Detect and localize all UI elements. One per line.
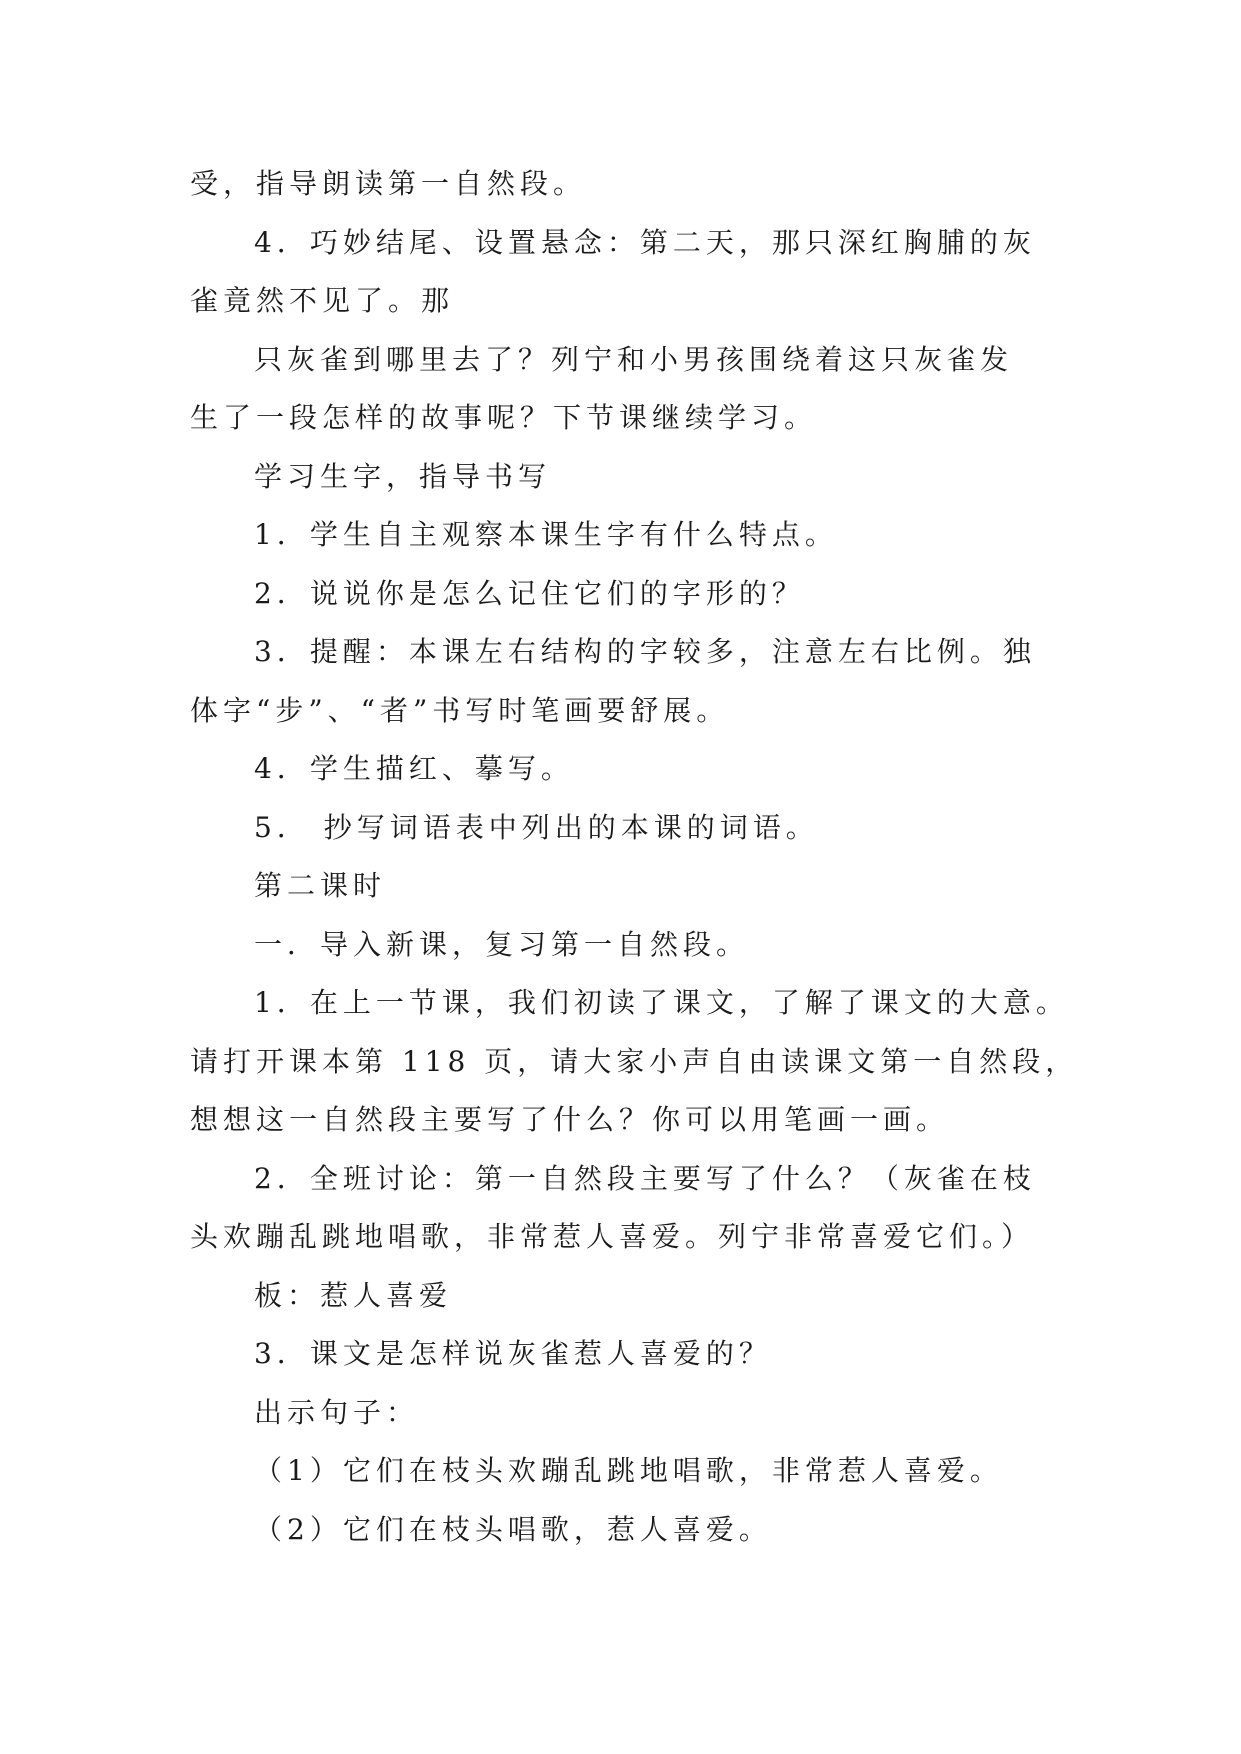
section-heading: 第二课时 (254, 869, 387, 902)
text-line: 受，指导朗读第一自然段。 (190, 167, 587, 200)
text-line: 出示句子： (254, 1395, 420, 1429)
text-line: 4．巧妙结尾、设置悬念：第二天，那只深红胸脯的灰 (254, 225, 1036, 259)
text-line: （2）它们在枝头唱歌，惹人喜爱。 (254, 1512, 772, 1546)
text-line: 5． 抄写词语表中列出的本课的词语。 (254, 810, 819, 844)
document-body (190, 155, 1079, 1559)
text-line: 3．提醒：本课左右结构的字较多，注意左右比例。独 (254, 635, 1036, 668)
text-line: 2．全班讨论：第一自然段主要写了什么？（灰雀在枝 (254, 1161, 1036, 1195)
text-line: 只灰雀到哪里去了？列宁和小男孩围绕着这只灰雀发 (254, 342, 1014, 376)
text-line: 1．学生自主观察本课生字有什么特点。 (254, 518, 838, 551)
text-line: 雀竟然不见了。那 (190, 284, 455, 317)
text-line: 一．导入新课，复习第一自然段。 (254, 927, 750, 961)
text-line: （1）它们在枝头欢蹦乱跳地唱歌，非常惹人喜爱。 (254, 1454, 1003, 1487)
text-line: 想想这一自然段主要写了什么？你可以用笔画一画。 (190, 1103, 950, 1136)
text-line: 2．说说你是怎么记住它们的字形的？ (254, 576, 805, 610)
text-line: 板：惹人喜爱 (254, 1278, 453, 1312)
text-line: 头欢蹦乱跳地唱歌，非常惹人喜爱。列宁非常喜爱它们。） (190, 1220, 1035, 1253)
text-line: 生了一段怎样的故事呢？下节课继续学习。 (190, 401, 818, 434)
text-line: 学习生字，指导书写 (254, 459, 552, 493)
text-line: 体字“步”、“者”书写时笔画要舒展。 (190, 693, 730, 727)
text-line: 请打开课本第 118 页，请大家小声自由读课文第一自然段， (190, 1044, 1079, 1078)
text-line: 3．课文是怎样说灰雀惹人喜爱的？ (254, 1337, 772, 1370)
text-line: 1．在上一节课，我们初读了课文，了解了课文的大意。 (254, 986, 1069, 1019)
text-line: 4．学生描红、摹写。 (254, 752, 574, 785)
